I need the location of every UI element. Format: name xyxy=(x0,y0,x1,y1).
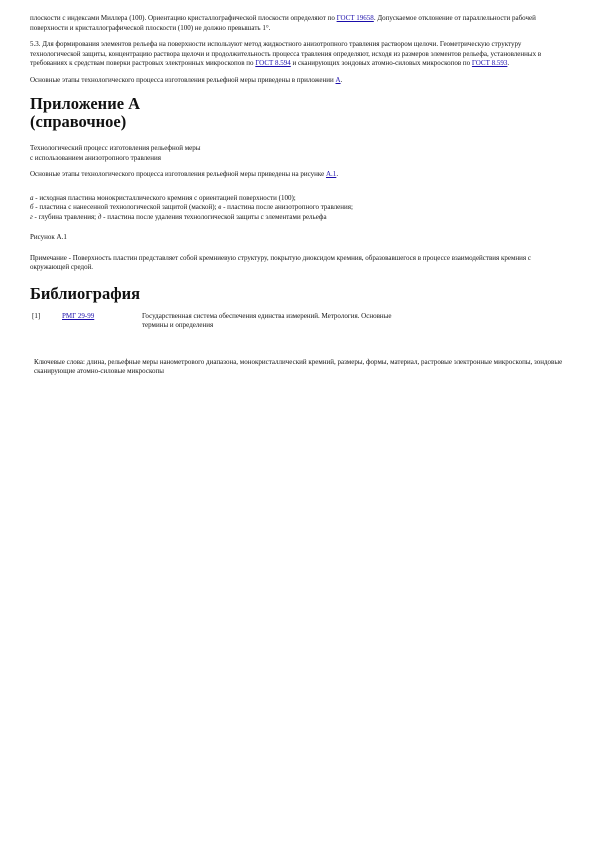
text: . Допускаемое отклонение от параллельности рабочей поверхности и кристаллографической плоскости (100) не должно превышать 1°. xyxy=(30,14,536,32)
legend-letter: б xyxy=(30,203,34,211)
text: Основные этапы технологического процесса изготовления рельефной меры приведены на рисунке xyxy=(30,170,326,178)
legend-text: - исходная пластина монокристаллического кремния с ориентацией поверхности (100); xyxy=(33,193,296,202)
bibliography-title-line1: Государственная система обеспечения единства измерений. Метрология. Основные xyxy=(142,311,392,320)
appendix-caption xyxy=(30,144,565,163)
link-appendix-a[interactable]: А xyxy=(335,75,341,84)
text: плоскости с индексами Миллера (100). Ориентацию кристаллографической плоскости определяют по xyxy=(30,14,337,22)
legend-letter: г xyxy=(30,212,33,221)
appendix-title-line1: Приложение А xyxy=(30,94,141,113)
paragraph-5-3 xyxy=(30,40,565,69)
link-gost-8-594[interactable]: ГОСТ 8.594 xyxy=(255,59,291,67)
note: Примечание - Поверхность пластин представляет собой кремниевую структуру, покрытую диоксидом кремния, образовавшегося в процессе взаимодействия кремния с окружающей средой. xyxy=(30,253,531,271)
text: и сканирующих зондовых атомно-силовых микроскопов по xyxy=(290,59,472,67)
legend-letter: д xyxy=(97,212,102,221)
figure-caption: Рисунок А.1 xyxy=(30,233,67,241)
text: . xyxy=(340,75,343,84)
caption-line2: с использованием анизотропного травления xyxy=(30,153,161,162)
paragraph-figure-ref xyxy=(30,170,565,180)
text: . xyxy=(336,170,339,178)
legend-text: - пластина после анизотропного травления; xyxy=(221,203,353,211)
legend-text: - пластина с нанесенной технологической защитой (маской); xyxy=(33,203,219,211)
bibliography-code xyxy=(62,312,142,330)
keywords: Ключевые слова: длина, рельефные меры нанометрового диапазона, монокристаллический кремний, размеры, формы, материал, растровые электронные микроскопы, зондовые сканирующие атомно-силовые микроскопы xyxy=(34,357,563,375)
legend-letter: в xyxy=(218,203,222,211)
bibliography-title-line2: термины и определения xyxy=(142,320,214,329)
bibliography-entry xyxy=(32,312,565,330)
bibliography-entry-title xyxy=(142,312,472,330)
text: . xyxy=(507,59,510,67)
bibliography-title: Библиография xyxy=(30,283,141,303)
paragraph-appendix-ref xyxy=(30,76,565,86)
document-page xyxy=(30,14,565,377)
bibliography-number: [1] xyxy=(32,311,41,320)
appendix-title-line2: (справочное) xyxy=(30,112,127,131)
text: 5.3. Для формирования элементов рельефа на поверхности используют метод жидкостного анизотропного травления раствором щелочи. Геометрическую структуру технологической защиты, концентрацию раствора щелочи и продолжительность процесса травления определяют, исходя из размеров элементов рельефа, установленных в требованиях к средствам поверки растровых электронных микроскопов по xyxy=(30,40,542,67)
legend-text: - пластина после удаления технологической защиты с элементами рельефа xyxy=(101,212,327,221)
link-gost-8-593[interactable]: ГОСТ 8.593 xyxy=(471,59,508,67)
text: Основные этапы технологического процесса изготовления рельефной меры приведены в приложении xyxy=(30,75,336,84)
paragraph-plane-orientation xyxy=(30,14,565,33)
link-rmg-29-99[interactable]: РМГ 29-99 xyxy=(62,311,95,320)
link-figure-a1[interactable]: А.1 xyxy=(326,170,337,178)
caption-line1: Технологический процесс изготовления рельефной меры xyxy=(30,144,201,152)
legend-letter: а xyxy=(30,193,34,202)
link-gost-19658[interactable]: ГОСТ 19658 xyxy=(336,14,374,22)
figure-legend xyxy=(30,194,565,223)
appendix-title xyxy=(30,95,565,131)
legend-text: - глубина травления; xyxy=(32,212,98,221)
